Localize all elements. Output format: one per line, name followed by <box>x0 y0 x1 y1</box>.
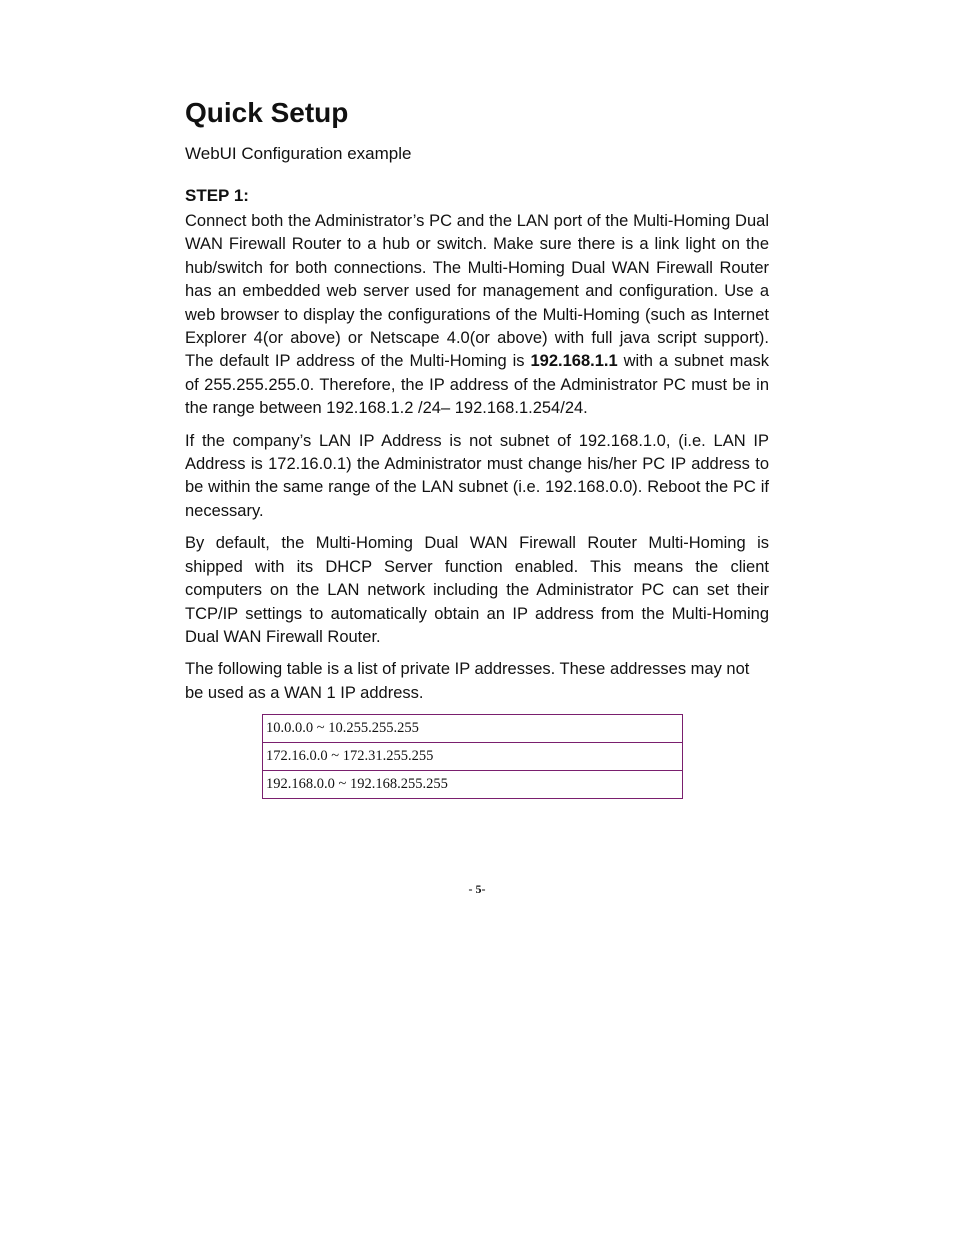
table-cell-ip-range: 192.168.0.0 ~ 192.168.255.255 <box>263 771 683 799</box>
step-heading: STEP 1: <box>185 186 249 205</box>
paragraph-lan-subnet: If the company’s LAN IP Address is not subnet of 192.168.1.0, (i.e. LAN IP Address is 172.16.0.1) the Administrator must change his/her PC IP address to be within the same range of the LAN subnet (i.e. 192.168.0.0). Reboot the PC if necessary. <box>185 431 769 520</box>
page-subtitle: WebUI Configuration example <box>185 144 412 163</box>
page-number: - 5- <box>468 882 486 896</box>
table-row <box>263 771 683 799</box>
table-row <box>263 715 683 743</box>
paragraph-private-ip-intro: The following table is a list of private IP addresses. These addresses may not be used as a WAN 1 IP address. <box>185 660 750 702</box>
table-row <box>263 743 683 771</box>
table-cell-ip-range: 10.0.0.0 ~ 10.255.255.255 <box>263 715 683 743</box>
paragraph-connect-text-1: Connect both the Administrator’s PC and the LAN port of the Multi-Homing Dual WAN Firewall Router to a hub or switch. Make sure there is a link light on the hub/switch for both connections. The Multi-Homing Dual WAN Firewall Router has an embedded web server used for management and configuration. Use a web browser to display the configurations of the Multi-Homing (such as Internet Explorer 4(or above) or Netscape 4.0(or above) with full java script support). The default IP address of the Multi-Homing is <box>185 212 769 371</box>
paragraph-connect-text-2: with a subnet mask of 255.255.255.0. Therefore, the IP address of the Administrator PC must be in the range between 192.168.1.2 /24– 192.168.1.254/24. <box>185 352 769 418</box>
table-cell-ip-range: 172.16.0.0 ~ 172.31.255.255 <box>263 743 683 771</box>
private-ip-table <box>262 714 683 799</box>
default-ip-address: 192.168.1.1 <box>530 352 618 371</box>
page-title: Quick Setup <box>185 97 349 128</box>
document-page <box>185 96 769 799</box>
paragraph-dhcp: By default, the Multi-Homing Dual WAN Firewall Router Multi-Homing is shipped with its DHCP Server function enabled. This means the client computers on the LAN network including the Administrator PC can set their TCP/IP settings to automatically obtain an IP address from the Multi-Homing Dual WAN Firewall Router. <box>185 534 769 646</box>
paragraph-connect <box>185 210 769 421</box>
